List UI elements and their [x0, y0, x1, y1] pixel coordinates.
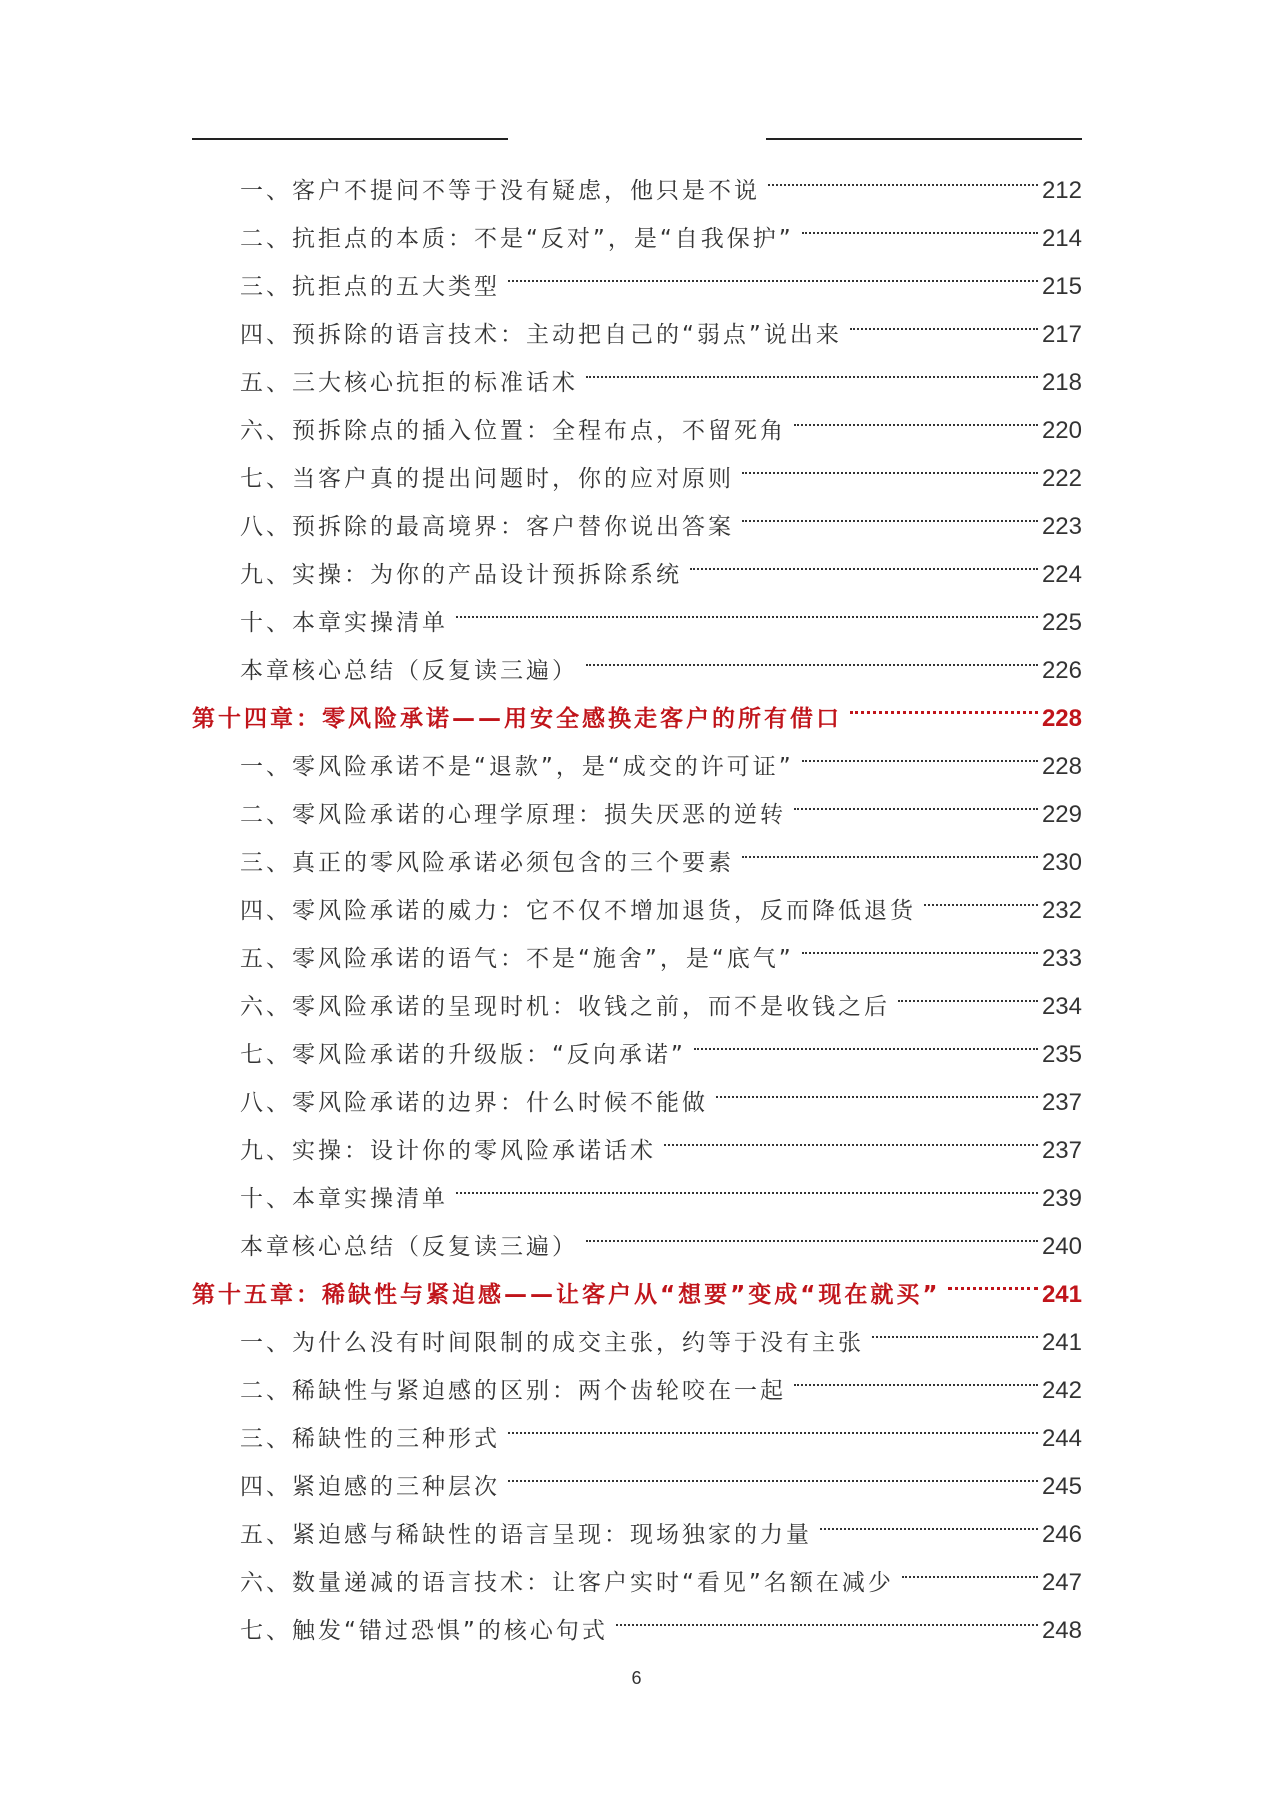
toc-dot-leader: [802, 918, 1038, 966]
toc-page-number: 223: [1041, 513, 1082, 540]
toc-dot-leader: [456, 1158, 1038, 1206]
toc-dot-leader: [850, 294, 1038, 342]
toc-page-number: 232: [1041, 897, 1082, 924]
toc-title: 四、紧迫感的三种层次: [240, 1474, 500, 1500]
toc-page-number: 224: [1041, 561, 1082, 588]
toc-page-number: 241: [1041, 1329, 1082, 1356]
toc-page-number: 214: [1041, 225, 1082, 252]
toc-title: 本章核心总结（反复读三遍）: [240, 1234, 578, 1260]
toc-dot-leader: [694, 1014, 1038, 1062]
page-number: 6: [631, 1668, 642, 1688]
toc-page-number: 239: [1041, 1185, 1082, 1212]
toc-page-number: 245: [1041, 1473, 1082, 1500]
toc-title: 八、零风险承诺的边界：什么时候不能做: [240, 1090, 708, 1116]
toc-dot-leader: [902, 1542, 1038, 1590]
toc-title: 四、预拆除的语言技术：主动把自己的“弱点”说出来: [240, 322, 842, 348]
header-rule-right: [766, 138, 1082, 140]
toc-dot-leader: [742, 486, 1038, 534]
toc-dot-leader: [616, 1590, 1038, 1638]
toc-dot-leader: [850, 678, 1038, 726]
toc-title: 三、真正的零风险承诺必须包含的三个要素: [240, 850, 734, 876]
toc-dot-leader: [456, 582, 1038, 630]
toc-dot-leader: [508, 1446, 1038, 1494]
toc-title: 二、零风险承诺的心理学原理：损失厌恶的逆转: [240, 802, 786, 828]
toc-page-number: 248: [1041, 1617, 1082, 1644]
toc-title: 五、三大核心抗拒的标准话术: [240, 370, 578, 396]
toc-dot-leader: [794, 774, 1038, 822]
toc-title: 一、客户不提问不等于没有疑虑，他只是不说: [240, 178, 760, 204]
toc-title: 八、预拆除的最高境界：客户替你说出答案: [240, 514, 734, 540]
toc-entry[interactable]: [192, 150, 1082, 204]
toc-page-number: 222: [1041, 465, 1082, 492]
toc-dot-leader: [794, 1350, 1038, 1398]
toc-page-number: 234: [1041, 993, 1082, 1020]
toc-page-number: 218: [1041, 369, 1082, 396]
toc-title: 一、为什么没有时间限制的成交主张，约等于没有主张: [240, 1330, 864, 1356]
toc-page-number: 235: [1041, 1041, 1082, 1068]
toc-page-number: 228: [1041, 753, 1082, 780]
toc-page-number: 230: [1041, 849, 1082, 876]
toc-dot-leader: [898, 966, 1038, 1014]
toc-dot-leader: [586, 342, 1038, 390]
toc-title: 三、稀缺性的三种形式: [240, 1426, 500, 1452]
toc-page-number: 233: [1041, 945, 1082, 972]
toc-title: 七、零风险承诺的升级版：“反向承诺”: [240, 1042, 686, 1068]
toc-dot-leader: [508, 1398, 1038, 1446]
toc-title: 十、本章实操清单: [240, 610, 448, 636]
toc-page-number: 242: [1041, 1377, 1082, 1404]
toc-dot-leader: [768, 150, 1038, 198]
toc-page-number: 225: [1041, 609, 1082, 636]
toc-title: 一、零风险承诺不是“退款”，是“成交的许可证”: [240, 754, 794, 780]
toc-dot-leader: [508, 246, 1038, 294]
toc-title: 五、零风险承诺的语气：不是“施舍”，是“底气”: [240, 946, 794, 972]
toc-dot-leader: [742, 438, 1038, 486]
toc-dot-leader: [802, 726, 1038, 774]
toc-dot-leader: [742, 822, 1038, 870]
toc-page-number: 228: [1041, 705, 1082, 732]
toc-page-number: 226: [1041, 657, 1082, 684]
toc-page-number: 215: [1041, 273, 1082, 300]
toc-dot-leader: [802, 198, 1038, 246]
table-of-contents: [192, 150, 1082, 1644]
toc-page-number: 247: [1041, 1569, 1082, 1596]
toc-title: 六、零风险承诺的呈现时机：收钱之前，而不是收钱之后: [240, 994, 890, 1020]
toc-title: 五、紧迫感与稀缺性的语言呈现：现场独家的力量: [240, 1522, 812, 1548]
header-rule-left: [192, 138, 508, 140]
toc-page-number: 229: [1041, 801, 1082, 828]
toc-title: 第十四章：零风险承诺——用安全感换走客户的所有借口: [192, 706, 842, 732]
toc-dot-leader: [664, 1110, 1038, 1158]
toc-title: 四、零风险承诺的威力：它不仅不增加退货，反而降低退货: [240, 898, 916, 924]
toc-title: 七、触发“错过恐惧”的核心句式: [240, 1618, 608, 1644]
toc-dot-leader: [586, 630, 1038, 678]
toc-dot-leader: [794, 390, 1038, 438]
toc-dot-leader: [948, 1254, 1037, 1302]
toc-dot-leader: [586, 1206, 1038, 1254]
toc-dot-leader: [820, 1494, 1038, 1542]
toc-page-number: 241: [1041, 1281, 1082, 1308]
toc-title: 二、稀缺性与紧迫感的区别：两个齿轮咬在一起: [240, 1378, 786, 1404]
toc-dot-leader: [716, 1062, 1038, 1110]
toc-page-number: 212: [1041, 177, 1082, 204]
toc-title: 九、实操：为你的产品设计预拆除系统: [240, 562, 682, 588]
toc-title: 六、预拆除点的插入位置：全程布点，不留死角: [240, 418, 786, 444]
toc-dot-leader: [690, 534, 1038, 582]
toc-page-number: 237: [1041, 1089, 1082, 1116]
toc-page-number: 246: [1041, 1521, 1082, 1548]
toc-title: 三、抗拒点的五大类型: [240, 274, 500, 300]
toc-title: 二、抗拒点的本质：不是“反对”，是“自我保护”: [240, 226, 794, 252]
toc-page-number: 217: [1041, 321, 1082, 348]
toc-page-number: 237: [1041, 1137, 1082, 1164]
toc-title: 本章核心总结（反复读三遍）: [240, 658, 578, 684]
toc-title: 六、数量递减的语言技术：让客户实时“看见”名额在减少: [240, 1570, 894, 1596]
toc-title: 七、当客户真的提出问题时，你的应对原则: [240, 466, 734, 492]
toc-page-number: 240: [1041, 1233, 1082, 1260]
toc-page-number: 244: [1041, 1425, 1082, 1452]
toc-dot-leader: [872, 1302, 1038, 1350]
toc-dot-leader: [924, 870, 1038, 918]
toc-title: 十、本章实操清单: [240, 1186, 448, 1212]
toc-page-number: 220: [1041, 417, 1082, 444]
toc-title: 第十五章：稀缺性与紧迫感——让客户从“想要”变成“现在就买”: [192, 1282, 941, 1308]
toc-title: 九、实操：设计你的零风险承诺话术: [240, 1138, 656, 1164]
